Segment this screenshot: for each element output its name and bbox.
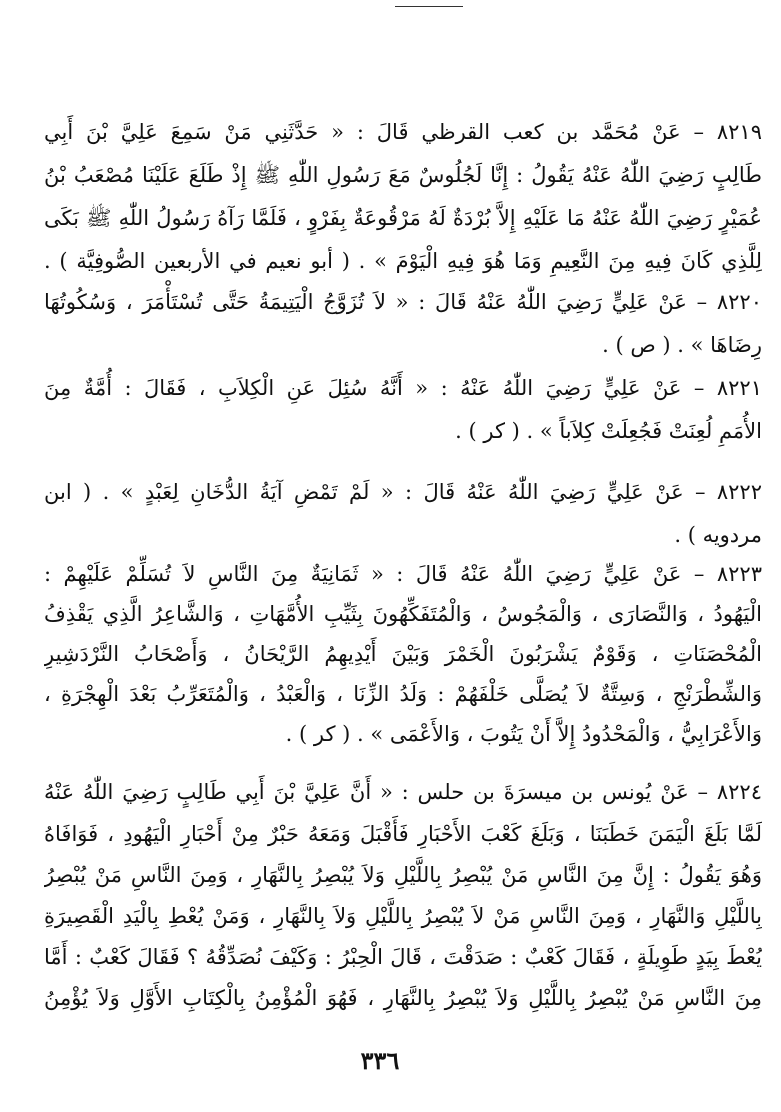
hadith-8224-line-5: يُعْطَ بِيَدٍ طَوِيلَةٍ ، فَقَالَ كَعْبٌ : صَدَقْتَ ، قَالَ الْحِبْرُ : وَكَيْفَ نُصَدِّقُهُ ؟ فَقَالَ كَعْبٌ : أَمَّا (44, 945, 762, 969)
hadith-8224-line-1: ٨٢٢٤ – عَنْ يُونس بن ميسرَةَ بن حلس : « أَنَّ عَلِيَّ بْنَ أَبِي طَالِبٍ رَضِيَ اللّٰهُ عَنْهُ (44, 780, 762, 804)
hadith-8223-line-1: ٨٢٢٣ – عَنْ عَلِيٍّ رَضِيَ اللّٰهُ عَنْهُ قَالَ : « ثَمَانِيَةٌ مِنَ النَّاسِ لاَ تُسَلِّمْ عَلَيْهِمْ : (44, 562, 762, 586)
hadith-8221-line-2: الأُمَمِ لُعِنَتْ فَجُعِلَتْ كِلاَباً » . ( كر ) . (455, 419, 762, 443)
hadith-8223-line-5: وَالأَعْرَابِيُّ ، وَالْمَحْدُودُ إِلاَّ أَنْ يَتُوبَ ، وَالأَعْمَى » . ( كر ) . (285, 722, 762, 746)
page-number: ٣٣٦ (360, 1046, 400, 1075)
hadith-8222-line-1: ٨٢٢٢ – عَنْ عَلِيٍّ رَضِيَ اللّٰهُ عَنْهُ قَالَ : « لَمْ تَمْضِ آيَةُ الدُّخَانِ لِعَبْدٍ » . ( ابن (44, 480, 762, 504)
hadith-8220-line-1: ٨٢٢٠ – عَنْ عَلِيٍّ رَضِيَ اللّٰهُ عَنْهُ قَالَ : « لاَ تُزَوَّجُ الْيَتِيمَةُ حَتَّى تُسْتَأْمَرَ ، وَسُكُوتُهَا (44, 290, 762, 314)
hadith-8219-line-3: عُمَيْرٍ رَضِيَ اللّٰهُ عَنْهُ مَا عَلَيْهِ إِلاَّ بُرْدَةٌ لَهُ مَرْقُوعَةٌ بِفَرْوٍ ، فَلَمَّا رَآهُ رَسُولُ اللّٰهِ ﷺ بَكَى (44, 206, 762, 230)
hadith-8220-line-2: رِضَاهَا » . ( ص ) . (602, 333, 762, 357)
hadith-8219-line-2: طَالِبٍ رَضِيَ اللّٰهُ عَنْهُ يَقُولُ : إِنَّا لَجُلُوسٌ مَعَ رَسُولِ اللّٰهِ ﷺ إِذْ طَلَعَ عَلَيْنَا مُصْعَبُ بْنُ (44, 163, 762, 187)
hadith-8219-line-4: لِلَّذِي كَانَ فِيهِ مِنَ النَّعِيمِ وَمَا هُوَ فِيهِ الْيَوْمَ » . ( أبو نعيم في الأربعين الصُّوفِيَّة ) . (44, 249, 762, 273)
hadith-8224-line-4: بِاللَّيْلِ وَالنَّهَارِ ، وَمِنَ النَّاسِ مَنْ لاَ يُبْصِرُ بِاللَّيْلِ وَلاَ بِالنَّهَارِ ، وَمَنْ يُعْطِ بِالْيَدِ الْقَصِيرَةِ (44, 904, 762, 928)
hadith-8223-line-4: وَالشِّطْرَنْجِ ، وَسِتَّةٌ لاَ يُصَلَّى خَلْفَهُمْ : وَلَدُ الزِّنَا ، وَالْعَبْدُ ، وَالْمُتَعَرِّبُ بَعْدَ الْهِجْرَةِ ، (44, 682, 762, 706)
hadith-8219-line-1: ٨٢١٩ – عَنْ مُحَمَّد بن كعب القرظي قَالَ : « حَدَّثَنِي مَنْ سَمِعَ عَلِيَّ بْنَ أَبِي (44, 120, 762, 144)
hadith-8224-line-3: وَهُوَ يَقُولُ : إِنَّ مِنَ النَّاسِ مَنْ يُبْصِرُ بِاللَّيْلِ وَلاَ يُبْصِرُ بِالنَّهَارِ ، وَمِنَ النَّاسِ مَنْ يُبْصِرُ (44, 863, 762, 887)
hadith-8224-line-2: لَمَّا بَلَغَ الْيَمَنَ خَطَبَنَا ، وَبَلَغَ كَعْبَ الأَحْبَارِ فَأَقْبَلَ وَمَعَهُ حَبْرٌ مِنْ أَحْبَارِ الْيَهُودِ ، فَوَافَاهُ (44, 822, 762, 846)
hadith-8223-line-2: الْيَهُودُ ، وَالنَّصَارَى ، وَالْمَجُوسُ ، وَالْمُتَفَكِّهُونَ بِثَيِّبِ الأُمَّهَاتِ ، وَالشَّاعِرُ الَّذِي يَقْذِفُ (44, 602, 762, 626)
top-rule-divider (395, 6, 463, 7)
hadith-8224-line-6: مِنَ النَّاسِ مَنْ يُبْصِرُ بِاللَّيْلِ وَلاَ يُبْصِرُ بِالنَّهَارِ ، فَهُوَ الْمُؤْمِنُ بِالْكِتَابِ الأَوَّلِ وَلاَ يُؤْمِنُ (44, 986, 762, 1010)
hadith-8222-line-2: مردويه ) . (674, 523, 762, 547)
hadith-8223-line-3: الْمُحْصَنَاتِ ، وَقَوْمٌ يَشْرَبُونَ الْخَمْرَ وَبَيْنَ أَيْدِيهِمُ الرَّيْحَانُ ، وَأَصْحَابُ النَّرْدَشِيرِ (44, 642, 762, 666)
hadith-8221-line-1: ٨٢٢١ – عَنْ عَلِيٍّ رَضِيَ اللّٰهُ عَنْهُ : « أَنَّهُ سُئِلَ عَنِ الْكِلاَبِ ، فَقَالَ : أُمَّةٌ مِنَ (44, 376, 762, 400)
